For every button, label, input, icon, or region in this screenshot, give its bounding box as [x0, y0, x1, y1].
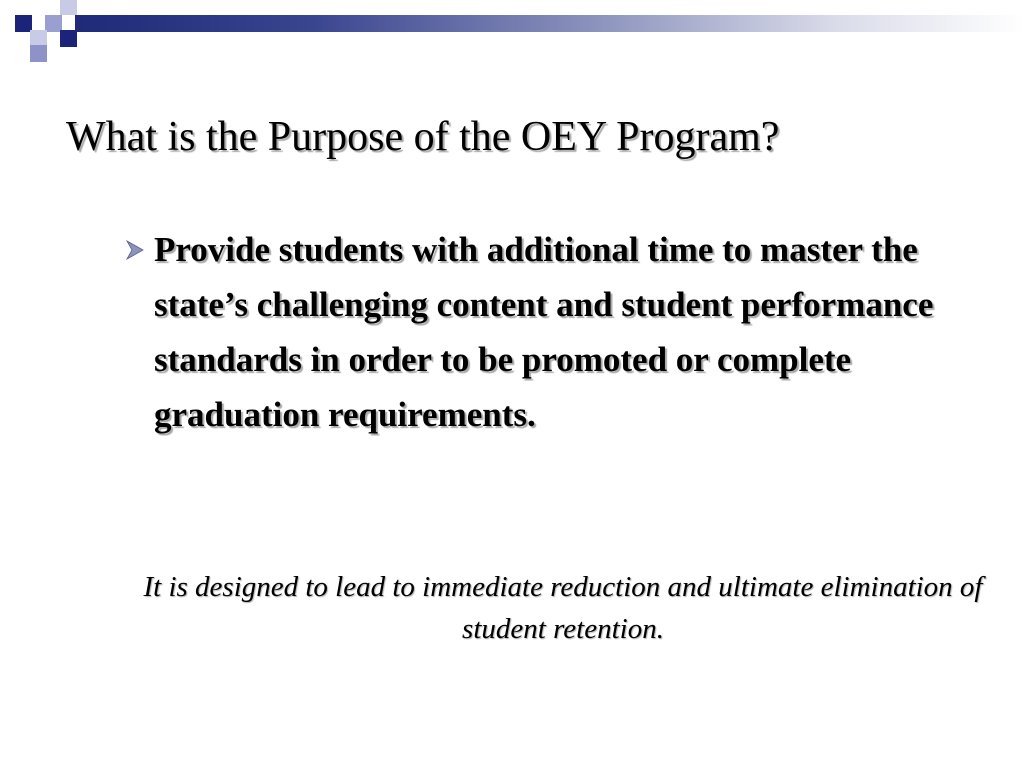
header-gradient-bar: [75, 15, 1024, 32]
italic-note: It is designed to lead to immediate reduction and ultimate elimination of student retention.: [143, 571, 983, 645]
decorative-square: [60, 30, 77, 47]
arrowhead-bullet-icon: [124, 239, 154, 266]
decorative-square: [30, 45, 47, 62]
slide-title: What is the Purpose of the OEY Program?: [66, 114, 780, 160]
decorative-square: [60, 0, 77, 15]
bullet-item: [124, 222, 984, 442]
bullet-text: Provide students with additional time to master the state’s challenging content and student performance standards in order to be promoted or complete graduation requirements.: [154, 230, 934, 434]
